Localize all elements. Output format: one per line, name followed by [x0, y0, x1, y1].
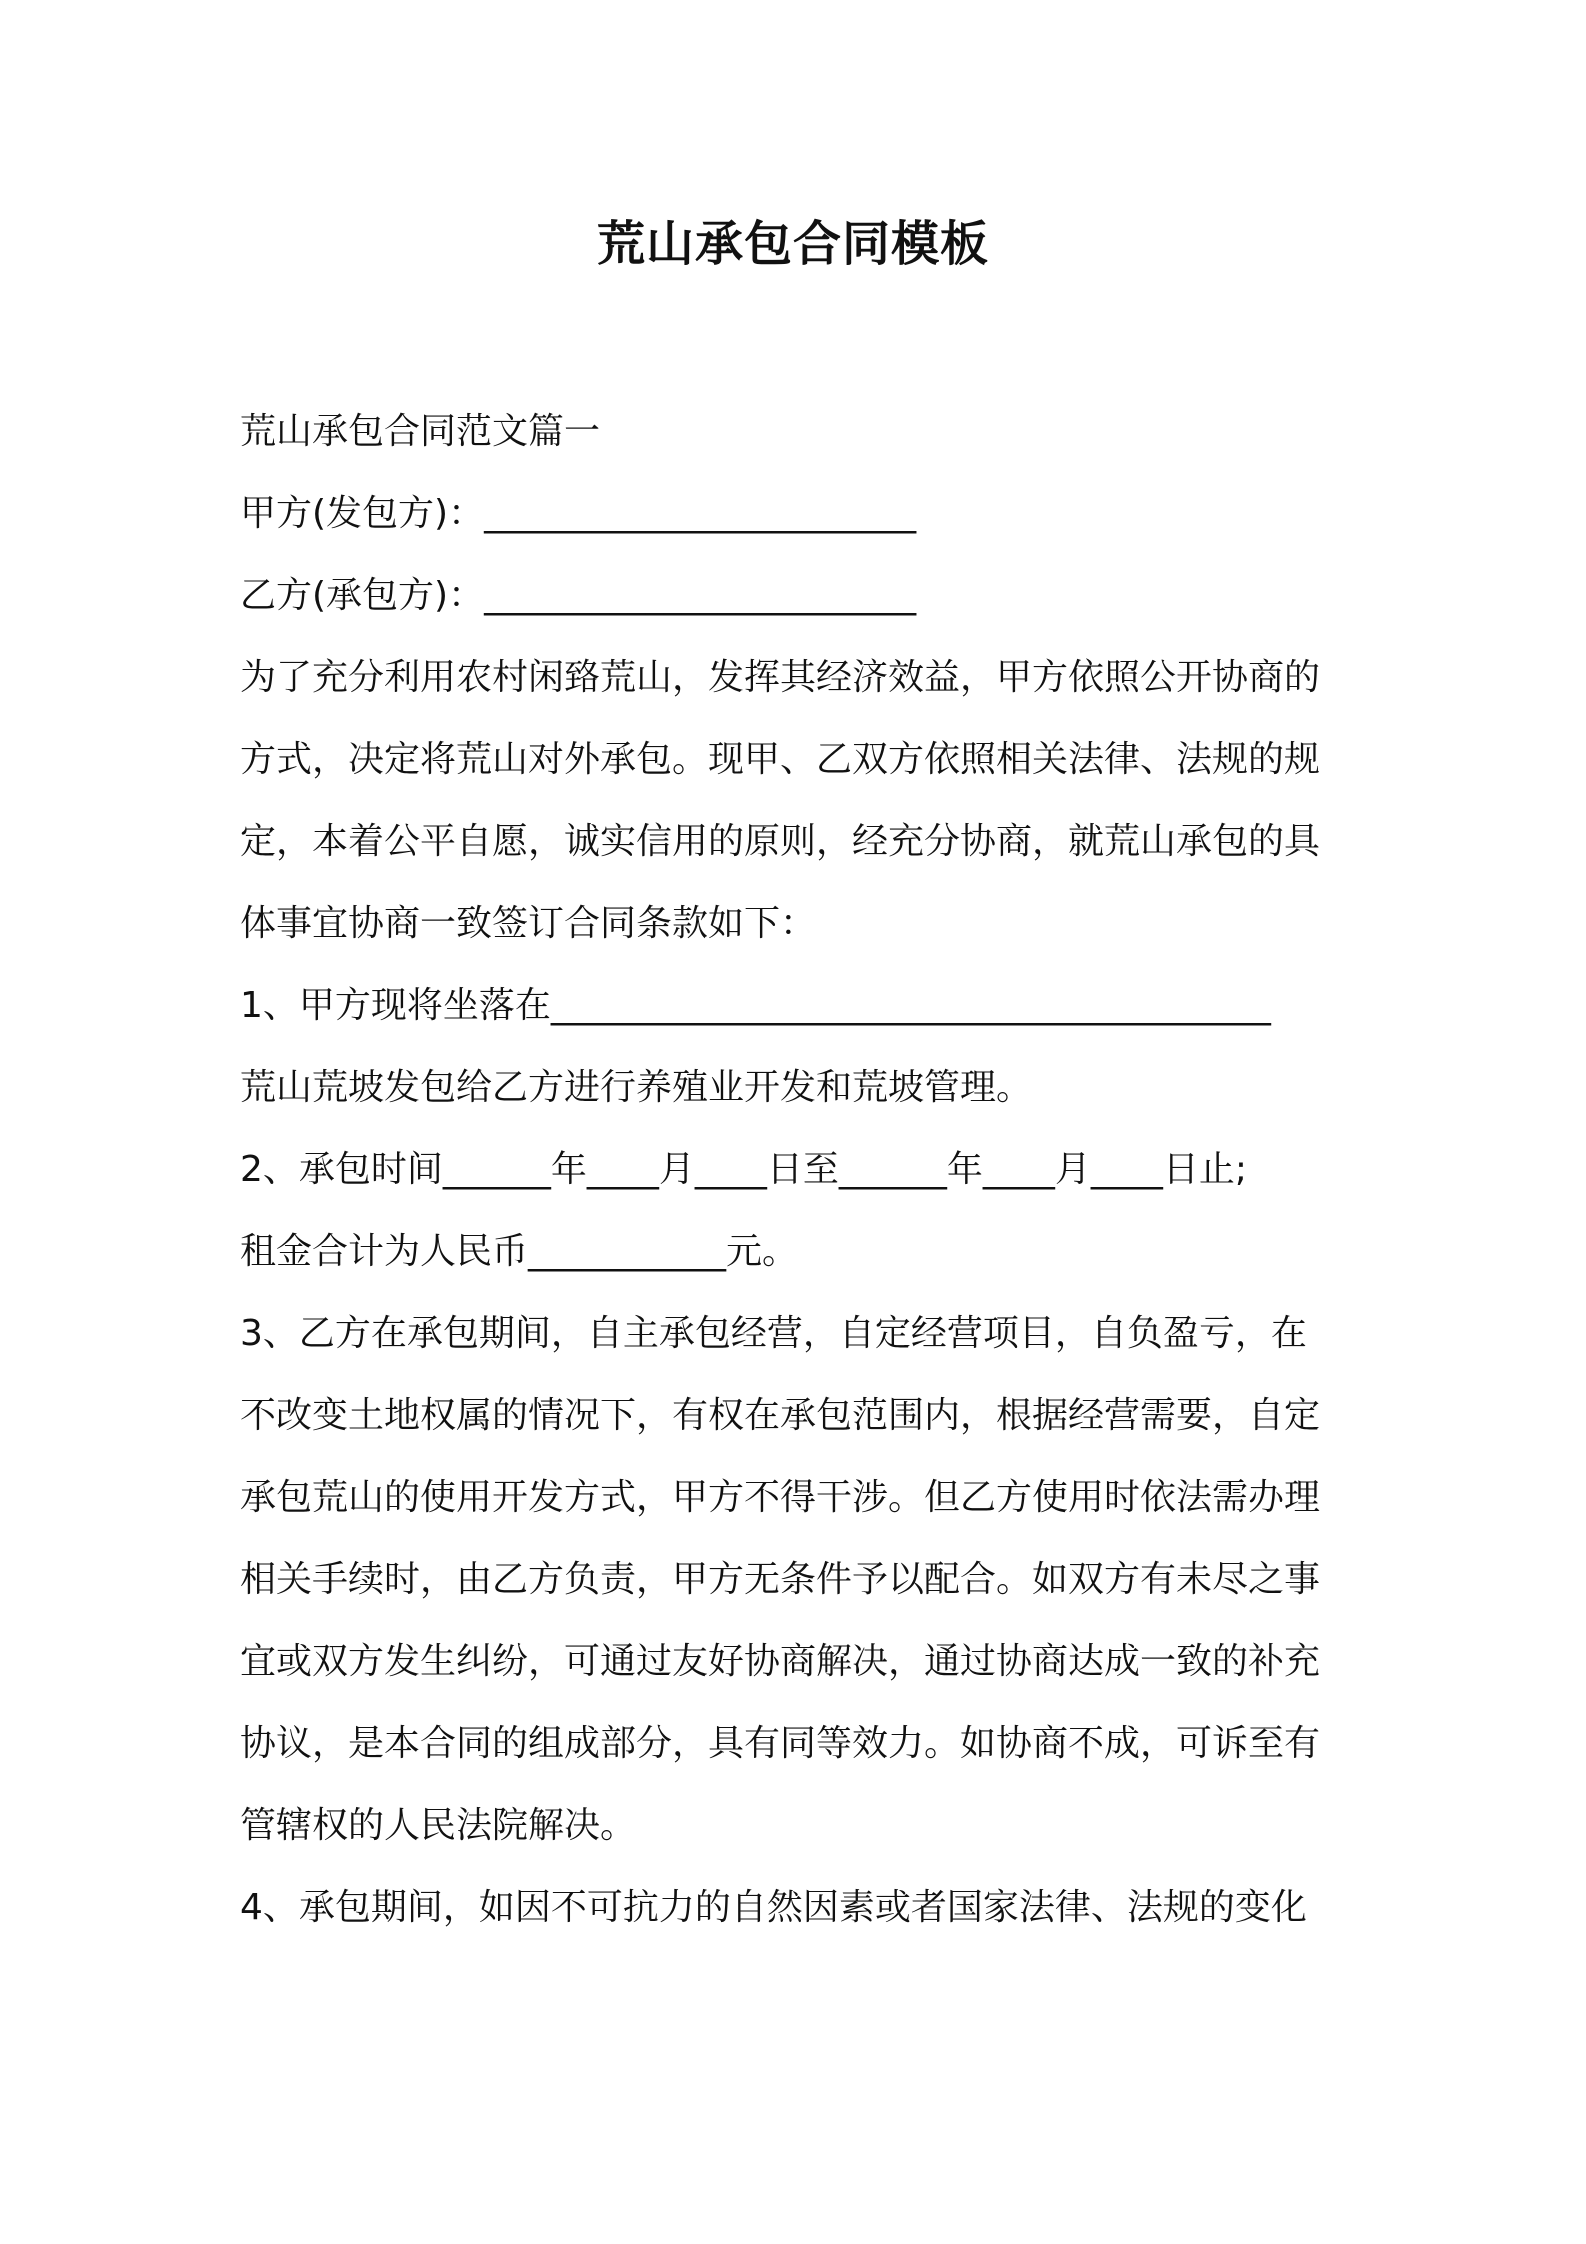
clause-3-line: 宜或双方发生纠纷，可通过友好协商解决，通过协商达成一致的补充: [240, 1641, 1321, 1682]
clause-1-line: 荒山荒坡发包给乙方进行养殖业开发和荒坡管理。: [240, 1067, 1033, 1108]
clause-3-line: 相关手续时，由乙方负责，甲方无条件予以配合。如双方有未尽之事: [240, 1559, 1321, 1600]
clause-2-line: 2、承包时间______年____月____日至______年____月____日止;: [240, 1149, 1248, 1190]
clause-3-line: 3、乙方在承包期间，自主承包经营，自定经营项目，自负盈亏，在: [240, 1313, 1307, 1354]
party-b-line: 乙方(承包方)：________________________: [240, 575, 917, 616]
document-title: 荒山承包合同模板: [596, 216, 989, 272]
clause-2-line: 租金合计为人民币___________元。: [240, 1231, 799, 1272]
clause-3-line: 承包荒山的使用开发方式，甲方不得干涉。但乙方使用时依法需办理: [240, 1477, 1321, 1518]
clause-3-line: 不改变土地权属的情况下，有权在承包范围内，根据经营需要，自定: [240, 1395, 1321, 1436]
body-text-line: 方式，决定将荒山对外承包。现甲、乙双方依照相关法律、法规的规: [240, 739, 1321, 780]
clause-4-line: 4、承包期间，如因不可抗力的自然因素或者国家法律、法规的变化: [240, 1887, 1307, 1928]
section-heading: 荒山承包合同范文篇一: [240, 411, 601, 452]
party-a-line: 甲方(发包方)：________________________: [240, 493, 917, 534]
clause-1-line: 1、甲方现将坐落在________________________________________: [240, 985, 1271, 1026]
clause-3-line: 协议，是本合同的组成部分，具有同等效力。如协商不成，可诉至有: [240, 1723, 1321, 1764]
body-text-line: 为了充分利用农村闲臵荒山，发挥其经济效益，甲方依照公开协商的: [240, 657, 1321, 698]
clause-3-line: 管辖权的人民法院解决。: [240, 1805, 637, 1846]
body-text-line: 定，本着公平自愿，诚实信用的原则，经充分协商，就荒山承包的具: [240, 821, 1321, 862]
body-text-line: 体事宜协商一致签订合同条款如下：: [240, 903, 817, 944]
